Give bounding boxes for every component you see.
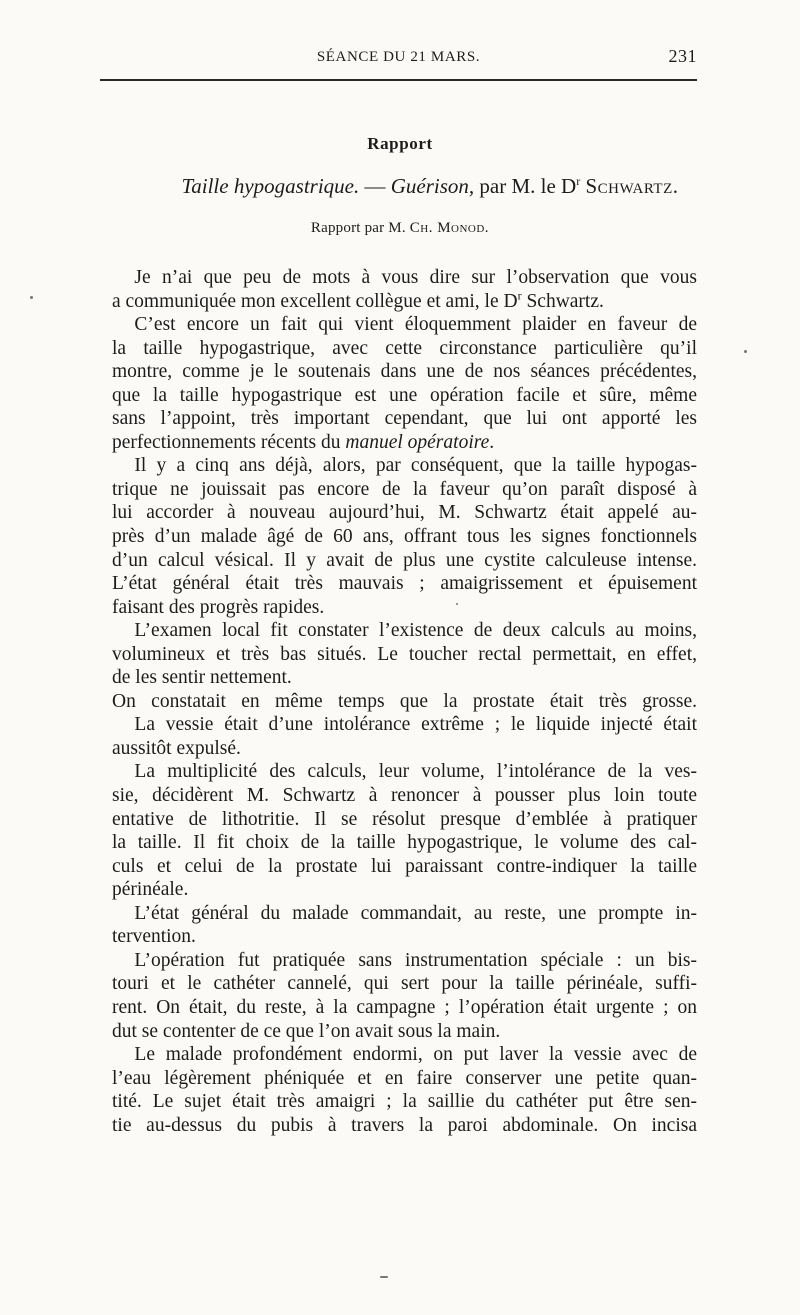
article-title-subject: Taille hypogastrique.	[181, 174, 360, 198]
text-line: périnéale.	[112, 879, 189, 901]
text-line: sans l’appoint, très important cependant, que lui ont apporté les	[112, 408, 697, 430]
text-line: touri et le cathéter cannelé, qui sert pour la taille périnéale, suffi-	[112, 973, 697, 995]
paper-speck	[744, 350, 747, 353]
byline-text: Rapport par M.	[310, 220, 410, 236]
paper-speck	[456, 603, 458, 605]
text-line: culs et celui de la prostate lui paraissant contre-indiquer la taille	[112, 855, 697, 877]
text-line: L’opération fut pratiquée sans instrumentation spéciale : un bis-	[134, 949, 697, 971]
article-title-outcome: Guérison,	[390, 174, 475, 198]
text-line: aussitôt expulsé.	[112, 737, 241, 759]
text-line: entative de lithotritie. Il se résolut presque d’emblée à pratiquer	[112, 808, 697, 830]
text-line	[112, 290, 697, 314]
text-line: d’un calcul vésical. Il y avait de plus une cystite calculeuse intense.	[112, 549, 697, 571]
text-line: Je n’ai que peu de mots à vous dire sur l’observation que vous	[134, 267, 697, 288]
superscript: r	[517, 289, 522, 303]
running-title: SÉANCE DU 21 MARS.	[316, 49, 481, 65]
text-line: Il y a cinq ans déjà, alors, par conséquent, que la taille hypogas-	[134, 455, 697, 477]
text-line: de les sentir nettement.	[112, 667, 292, 689]
text-line: dut se contenter de ce que l’on avait sous la main.	[112, 1020, 501, 1042]
italic-text: manuel opératoire	[345, 431, 490, 453]
text-line: rent. On était, du reste, à la campagne ; l’opération était urgente ; on	[112, 996, 697, 1018]
text-line: sie, décidèrent M. Schwartz à renoncer à pousser plus loin toute	[112, 785, 697, 807]
text-fragment: a communiquée mon excellent collègue et ami, le D	[112, 290, 518, 312]
header-rule	[100, 79, 697, 81]
paper-speck	[380, 1276, 388, 1278]
text-line: lui accorder à nouveau aujourd’hui, M. Schwartz était appelé au-	[112, 502, 697, 524]
paper-speck	[30, 296, 33, 299]
article-title	[60, 174, 800, 199]
text-line: volumineux et très bas situés. Le toucher rectal permettait, en effet,	[112, 643, 697, 665]
text-line	[112, 431, 697, 455]
running-head	[100, 44, 697, 72]
text-line: tie au-dessus du pubis à travers la paroi abdominale. On incisa	[112, 1114, 697, 1136]
text-line: La vessie était d’une intolérance extrême ; le liquide injecté était	[134, 714, 697, 736]
byline-author: Ch. Monod.	[409, 220, 490, 236]
text-line: C’est encore un fait qui vient éloquemment plaider en faveur de	[134, 314, 697, 336]
text-line: tervention.	[112, 926, 196, 948]
text-line: L’examen local fit constater l’existence de deux calculs au moins,	[134, 620, 697, 642]
text-line: la taille hypogastrique, avec cette circonstance particulière qu’il	[112, 337, 697, 359]
byline	[0, 220, 800, 237]
text-line: Le malade profondément endormi, on put laver la vessie avec de	[134, 1044, 697, 1066]
article-title-sup: r	[576, 174, 581, 188]
text-line: L’état général était très mauvais ; amaigrissement et épuisement	[112, 573, 697, 595]
article-title-by: par M. le D	[474, 174, 577, 198]
text-line: la taille. Il fit choix de la taille hypogastrique, le volume des cal-	[112, 832, 697, 854]
text-line: tité. Le sujet était très amaigri ; la saillie du cathéter put être sen-	[112, 1091, 697, 1113]
page-number: 231	[668, 46, 697, 66]
article-title-dash: —	[359, 174, 391, 198]
text-line: que la taille hypogastrique est une opération facile et sûre, même	[112, 384, 697, 406]
text-line: près d’un malade âgé de 60 ans, offrant tous les signes fonctionnels	[112, 526, 697, 548]
body-text	[112, 266, 697, 1137]
section-title: Rapport	[367, 134, 433, 153]
text-line: montre, comme je le soutenais dans une de nos séances précédentes,	[112, 361, 697, 383]
text-fragment: .	[489, 431, 495, 453]
article-title-author: Schwartz.	[585, 174, 679, 198]
text-line: On constatait en même temps que la prostate était très grosse.	[112, 690, 697, 712]
text-fragment: Schwartz.	[521, 290, 604, 312]
text-line: L’état général du malade commandait, au reste, une prompte in-	[134, 902, 697, 924]
text-line: l’eau légèrement phéniquée et en faire conserver une petite quan-	[112, 1067, 697, 1089]
text-fragment: perfectionnements récents du	[112, 431, 346, 453]
text-line: faisant des progrès rapides.	[112, 596, 325, 618]
text-line: La multiplicité des calculs, leur volume, l’intolérance de la ves-	[134, 761, 697, 783]
text-line: trique ne jouissait pas encore de la faveur qu’on paraît disposé à	[112, 478, 697, 500]
